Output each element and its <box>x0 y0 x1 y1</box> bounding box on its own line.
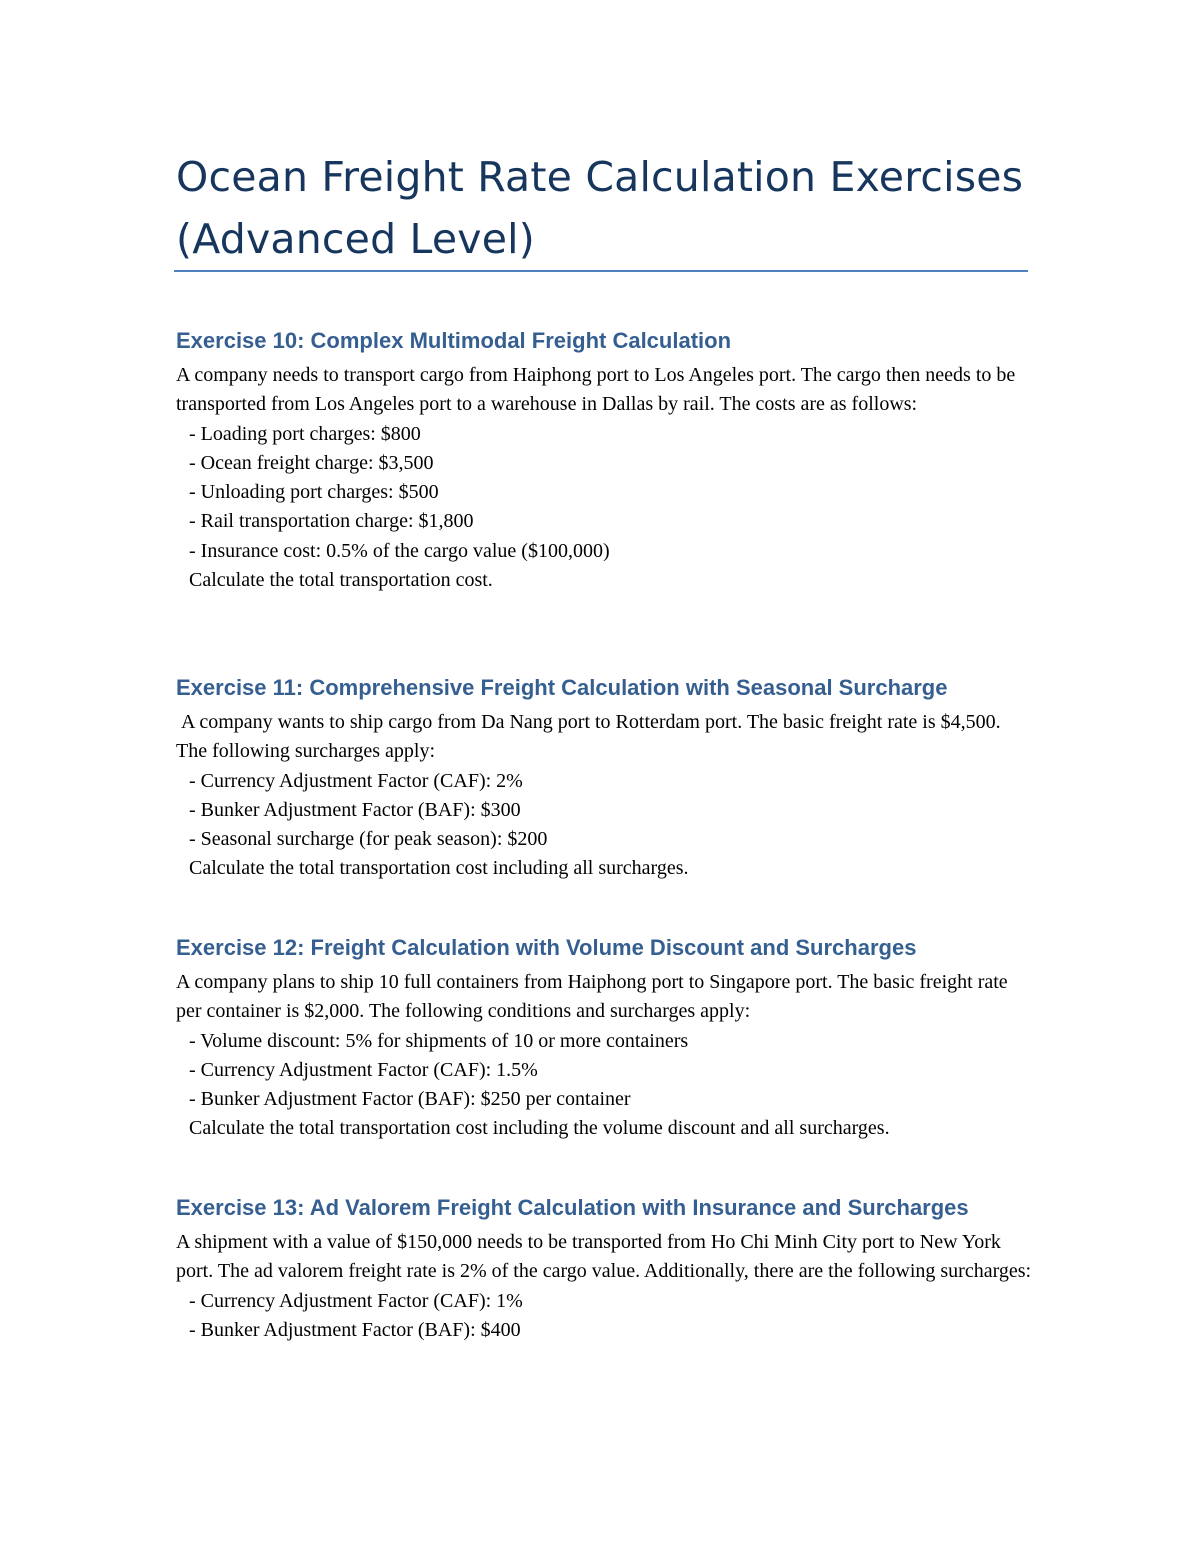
list-item: - Rail transportation charge: $1,800 <box>189 510 474 533</box>
charge-list <box>176 420 1036 566</box>
list-item: - Bunker Adjustment Factor (BAF): $250 per container <box>189 1088 631 1111</box>
surcharge-list <box>176 767 1036 855</box>
list-item: - Seasonal surcharge (for peak season): $200 <box>189 828 548 851</box>
list-item: - Currency Adjustment Factor (CAF): 1.5% <box>189 1058 538 1081</box>
list-item: - Loading port charges: $800 <box>189 422 421 445</box>
list-item: - Ocean freight charge: $3,500 <box>189 451 434 474</box>
title-underline-rule <box>174 270 1028 272</box>
exercise-intro: A company plans to ship 10 full containers from Haiphong port to Singapore port. The basic freight rate per container is $2,000. The following conditions and surcharges apply: <box>176 971 1013 1023</box>
exercise-heading: Exercise 10: Complex Multimodal Freight Calculation <box>176 328 732 353</box>
list-item: - Unloading port charges: $500 <box>189 481 439 504</box>
conditions-list <box>176 1027 1036 1115</box>
list-item: - Insurance cost: 0.5% of the cargo value ($100,000) <box>189 539 610 562</box>
exercise-heading: Exercise 12: Freight Calculation with Volume Discount and Surcharges <box>176 935 917 960</box>
list-item: - Currency Adjustment Factor (CAF): 2% <box>189 769 523 792</box>
exercise-heading: Exercise 13: Ad Valorem Freight Calculation with Insurance and Surcharges <box>176 1195 969 1220</box>
exercise-intro: A shipment with a value of $150,000 needs to be transported from Ho Chi Minh City port to New York port. The ad valorem freight rate is 2% of the cargo value. Additionally, there are the following surcharges: <box>176 1231 1032 1283</box>
exercise-10 <box>176 321 1036 595</box>
exercise-task: Calculate the total transportation cost including all surcharges. <box>189 857 689 880</box>
surcharge-list <box>176 1287 1036 1346</box>
document-title: Ocean Freight Rate Calculation Exercises (Advanced Level) <box>176 153 1024 263</box>
exercise-intro: A company wants to ship cargo from Da Nang port to Rotterdam port. The basic freight rate is $4,500. The following surcharges apply: <box>176 711 1006 763</box>
exercise-11 <box>176 668 1036 884</box>
exercise-heading: Exercise 11: Comprehensive Freight Calculation with Seasonal Surcharge <box>176 675 948 700</box>
list-item: - Volume discount: 5% for shipments of 10 or more containers <box>189 1029 689 1052</box>
exercise-task: Calculate the total transportation cost. <box>189 569 493 592</box>
list-item: - Bunker Adjustment Factor (BAF): $300 <box>189 798 521 821</box>
list-item: - Currency Adjustment Factor (CAF): 1% <box>189 1289 523 1312</box>
list-item: - Bunker Adjustment Factor (BAF): $400 <box>189 1318 521 1341</box>
exercise-task: Calculate the total transportation cost including the volume discount and all surcharges. <box>189 1117 890 1140</box>
exercise-12 <box>176 928 1036 1144</box>
exercise-intro: A company needs to transport cargo from Haiphong port to Los Angeles port. The cargo then needs to be transported from Los Angeles port to a warehouse in Dallas by rail. The costs are as follows: <box>176 364 1021 416</box>
exercise-13 <box>176 1188 1036 1345</box>
